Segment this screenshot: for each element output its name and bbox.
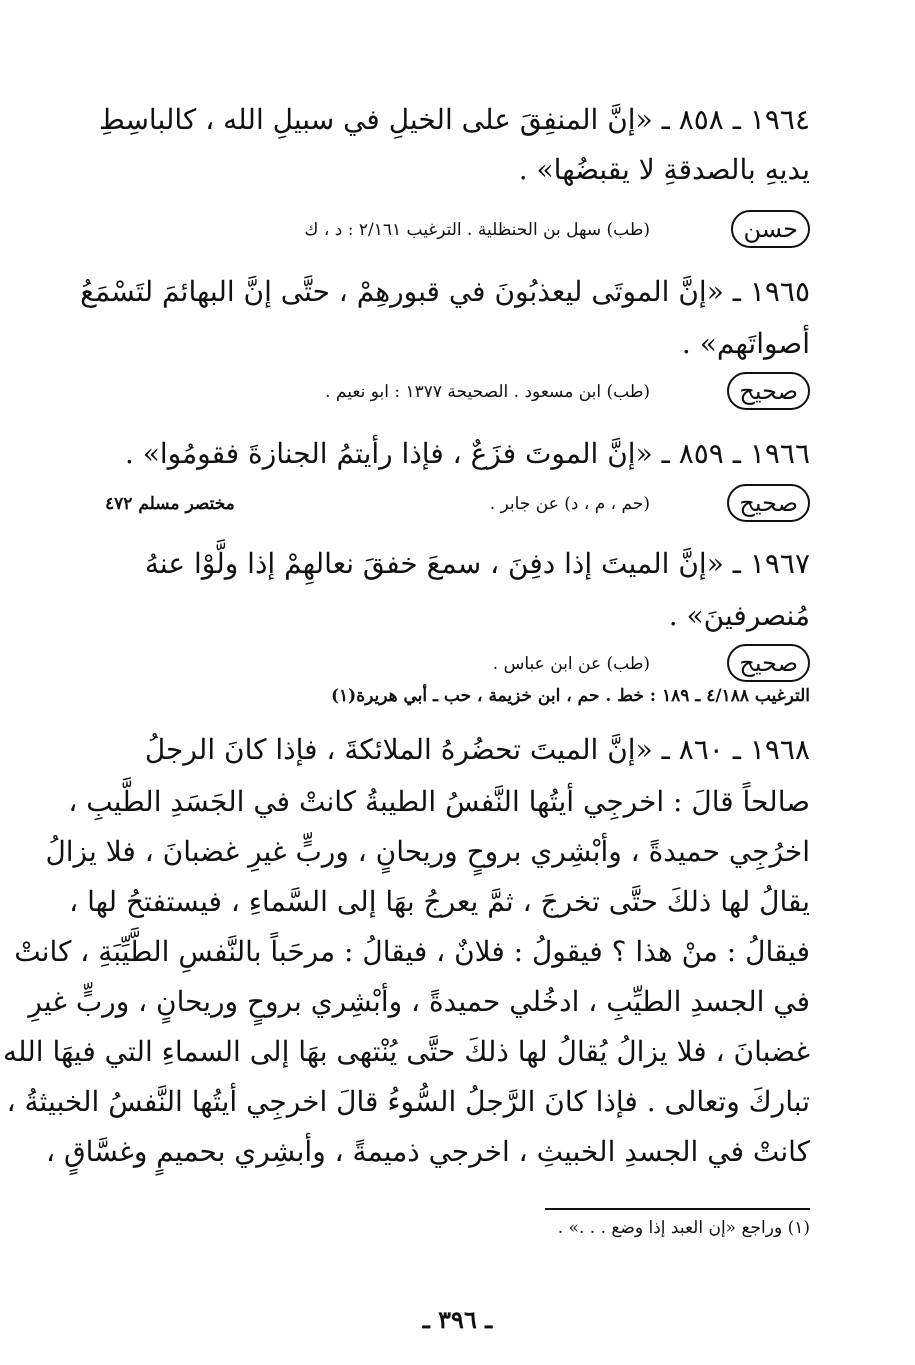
- hadith-1968-line-4: يقالُ لها ذلكَ حتَّى تخرجَ ، ثمَّ يعرجُ بهَا إلى السَّماءِ ، فيستفتحُ لها ،: [69, 885, 810, 918]
- hadith-1966-source-row: [105, 482, 810, 526]
- hadith-1965-line-2: أصواتَهم» .: [681, 327, 810, 360]
- hadith-1967-source-row: [105, 642, 810, 686]
- hadith-1968-line-9: كانتْ في الجسدِ الخبيثِ ، اخرجي ذميمةً ، وأبشِري بحميمٍ وغسَّاقٍ ،: [46, 1135, 810, 1168]
- hadith-1968-line-3: اخرُجِي حميدةً ، وأبْشِري بروحٍ وريحانٍ ، وربٍّ غيرِ غضبانَ ، فلا يزالُ: [45, 835, 810, 868]
- grade-badge: صحيح: [727, 372, 810, 410]
- hadith-1964-source-row: [105, 208, 810, 252]
- source-text: (طب) سهل بن الحنظلية . الترغيب ٢/١٦١ : د ، ك: [304, 220, 650, 240]
- footnote-divider: [545, 1208, 810, 1210]
- hadith-1968-line-2: صالحاً قالَ : اخرجِي أيتُها النَّفسُ الطيبةُ كانتْ في الجَسَدِ الطَّيبِ ،: [68, 785, 810, 818]
- hadith-1965-line-1: ١٩٦٥ ـ «إنَّ الموتَى ليعذبُونَ في قبورهِمْ ، حتَّى إنَّ البهائمَ لتَسْمَعُ: [80, 275, 810, 308]
- source-reference: مختصر مسلم ٤٧٢: [105, 494, 235, 514]
- footnote: (١) وراجع «إن العبد إذا وضع . . .» .: [557, 1218, 810, 1238]
- hadith-1968-line-8: تباركَ وتعالى . فإذا كانَ الرَّجلُ السُّوءُ قالَ اخرجِي أيتُها النَّفسُ الخبيثةُ ،: [6, 1085, 810, 1118]
- hadith-1964-line-2: يديهِ بالصدقةِ لا يقبضُها» .: [518, 153, 810, 186]
- hadith-1968-line-5: فيقالُ : منْ هذا ؟ فيقولُ : فلانٌ ، فيقالُ : مرحَباً بالنَّفسِ الطَّيِّبَةِ ، كانتْ: [14, 935, 810, 968]
- page-number: ـ ٣٩٦ ـ: [422, 1305, 493, 1334]
- hadith-1964-line-1: ١٩٦٤ ـ ٨٥٨ ـ «إنَّ المنفِقَ على الخيلِ في سبيلِ الله ، كالباسِطِ: [98, 103, 810, 136]
- source-text: (طب) ابن مسعود . الصحيحة ١٣٧٧ : ابو نعيم .: [325, 382, 650, 402]
- hadith-1968-line-1: ١٩٦٨ ـ ٨٦٠ ـ «إنَّ الميتَ تحضُرهُ الملائكةَ ، فإذا كانَ الرجلُ: [144, 733, 810, 766]
- grade-badge: صحيح: [727, 484, 810, 522]
- grade-badge: حسن: [731, 210, 810, 248]
- hadith-1968-line-6: في الجسدِ الطيِّبِ ، ادخُلي حميدةً ، وأبْشِري بروحٍ وريحانٍ ، وربٍّ غيرِ: [28, 985, 810, 1018]
- hadith-1967-line-2: مُنصرفينَ» .: [668, 599, 810, 632]
- source-text: (طب) عن ابن عباس .: [492, 654, 650, 674]
- hadith-1967-line-1: ١٩٦٧ ـ «إنَّ الميتَ إذا دفِنَ ، سمعَ خفقَ نعالهِمْ إذا ولَّوْا عنهُ: [144, 547, 810, 580]
- grade-badge: صحيح: [727, 644, 810, 682]
- hadith-1966-line-1: ١٩٦٦ ـ ٨٥٩ ـ «إنَّ الموتَ فزَعٌ ، فإذا رأيتمُ الجنازةَ فقومُوا» .: [124, 437, 810, 470]
- hadith-1968-line-7: غضبانَ ، فلا يزالُ يُقالُ لها ذلكَ حتَّى يُنْتهى بهَا إلى السماءِ التي فيهَا الله: [2, 1035, 810, 1068]
- source-text: (حم ، م ، د) عن جابر .: [489, 494, 650, 514]
- hadith-1965-source-row: [105, 370, 810, 414]
- hadith-1967-reference-line: الترغيب ٤/١٨٨ ـ ١٨٩ : خط . حم ، ابن خزيمة ، حب ـ أبي هريرة(١): [330, 686, 810, 706]
